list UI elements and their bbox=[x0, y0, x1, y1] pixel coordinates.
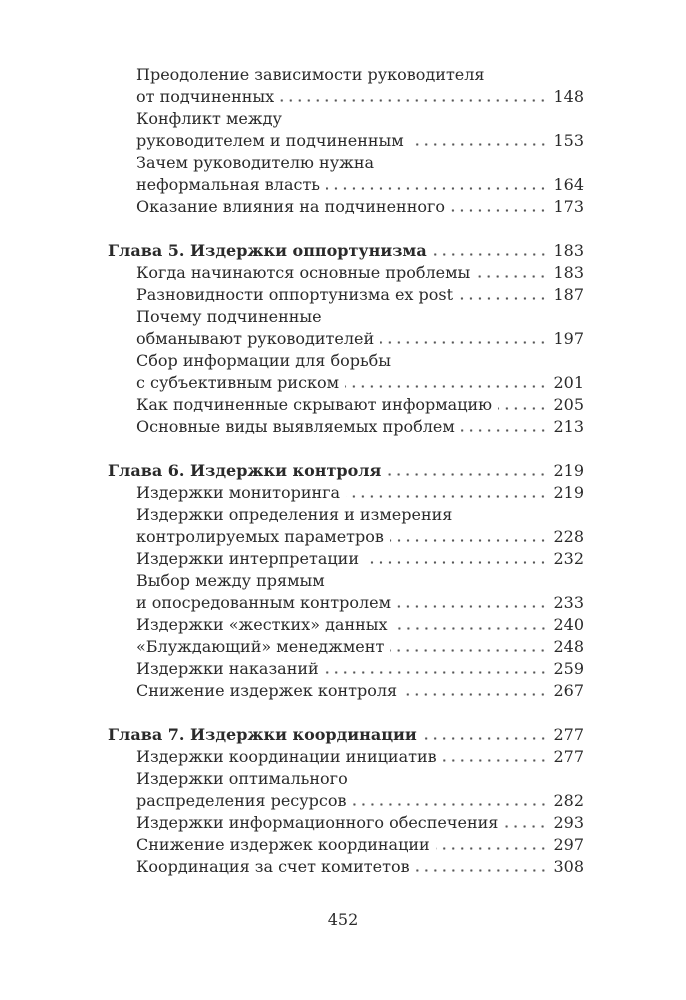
toc-entry[interactable] bbox=[108, 262, 584, 284]
toc-entry-line bbox=[108, 64, 584, 86]
toc-entry[interactable] bbox=[108, 614, 584, 636]
toc-entry-title: руководителем и подчиненным bbox=[136, 131, 404, 150]
toc-entry-title: Координация за счет комитетов bbox=[136, 857, 410, 876]
toc-entry-line bbox=[108, 658, 584, 680]
toc-entry-line bbox=[108, 350, 584, 372]
toc-page-number: 183 bbox=[553, 241, 584, 260]
toc-page-number: 297 bbox=[553, 835, 584, 854]
toc-entry[interactable] bbox=[108, 856, 584, 878]
toc-entry[interactable] bbox=[108, 658, 584, 680]
toc-entry-line bbox=[108, 548, 584, 570]
toc-entry-title: Издержки мониторинга bbox=[136, 483, 341, 502]
toc-entry-title: Издержки наказаний bbox=[136, 659, 319, 678]
toc-entry-title: Издержки оптимального bbox=[136, 769, 348, 788]
leader-dots bbox=[461, 429, 548, 432]
leader-dots bbox=[410, 143, 548, 146]
leader-dots bbox=[380, 341, 547, 344]
toc-page-number: 232 bbox=[553, 549, 584, 568]
toc-entry[interactable] bbox=[108, 108, 584, 152]
toc-entry-title: Конфликт между bbox=[136, 109, 282, 128]
leader-dots bbox=[390, 539, 548, 542]
toc-page-number: 148 bbox=[553, 87, 584, 106]
toc-entry[interactable] bbox=[108, 548, 584, 570]
leader-dots bbox=[345, 385, 547, 388]
toc-entry-title: от подчиненных bbox=[136, 87, 275, 106]
toc-entry[interactable] bbox=[108, 196, 584, 218]
toc-entry-title: Издержки интерпретации bbox=[136, 549, 359, 568]
toc-page-number: 228 bbox=[553, 527, 584, 546]
toc-entry-line bbox=[108, 108, 584, 130]
table-of-contents bbox=[108, 64, 584, 878]
toc-entry[interactable] bbox=[108, 284, 584, 306]
toc-page-number: 293 bbox=[553, 813, 584, 832]
chapter-heading[interactable] bbox=[108, 724, 584, 746]
toc-entry[interactable] bbox=[108, 306, 584, 350]
toc-entry-line bbox=[108, 812, 584, 834]
leader-dots bbox=[459, 297, 547, 300]
toc-entry-title: контролируемых параметров bbox=[136, 527, 384, 546]
toc-entry-title: Издержки определения и измерения bbox=[136, 505, 453, 524]
chapter-heading[interactable] bbox=[108, 240, 584, 262]
toc-entry-title: и опосредованным контролем bbox=[136, 593, 392, 612]
toc-entry[interactable] bbox=[108, 416, 584, 438]
toc-entry-line bbox=[108, 152, 584, 174]
toc-entry-line bbox=[108, 284, 584, 306]
toc-entry-title: Почему подчиненные bbox=[136, 307, 322, 326]
toc-entry-line bbox=[108, 416, 584, 438]
toc-entry-line bbox=[108, 680, 584, 702]
toc-page-number: 267 bbox=[553, 681, 584, 700]
leader-dots bbox=[390, 649, 547, 652]
section-gap bbox=[108, 702, 584, 724]
leader-dots bbox=[416, 869, 548, 872]
leader-dots bbox=[443, 759, 548, 762]
toc-entry-title: неформальная власть bbox=[136, 175, 321, 194]
leader-dots bbox=[346, 495, 547, 498]
chapter-title: Глава 7. Издержки координации bbox=[108, 725, 417, 744]
toc-page-number: 201 bbox=[553, 373, 584, 392]
leader-dots bbox=[403, 693, 547, 696]
toc-entry[interactable] bbox=[108, 636, 584, 658]
toc-entry-title: Выбор между прямым bbox=[136, 571, 325, 590]
toc-entry-line bbox=[108, 174, 584, 196]
toc-entry-line bbox=[108, 614, 584, 636]
toc-entry-line bbox=[108, 570, 584, 592]
toc-entry[interactable] bbox=[108, 768, 584, 812]
toc-entry-title: Издержки информационного обеспечения bbox=[136, 813, 499, 832]
toc-page-number: 259 bbox=[553, 659, 584, 678]
chapter-title: Глава 6. Издержки контроля bbox=[108, 461, 382, 480]
toc-entry-title: Оказание влияния на подчиненного bbox=[136, 197, 446, 216]
toc-entry-line bbox=[108, 130, 584, 152]
toc-entry-title: Зачем руководителю нужна bbox=[136, 153, 375, 172]
toc-entry-line bbox=[108, 856, 584, 878]
section-gap bbox=[108, 218, 584, 240]
toc-entry-title: Издержки «жестких» данных bbox=[136, 615, 388, 634]
toc-entry-title: Как подчиненные скрывают информацию bbox=[136, 395, 493, 414]
toc-entry[interactable] bbox=[108, 394, 584, 416]
toc-entry[interactable] bbox=[108, 504, 584, 548]
leader-dots bbox=[325, 671, 548, 674]
page-number: 452 bbox=[327, 910, 359, 929]
toc-entry[interactable] bbox=[108, 64, 584, 108]
leader-dots bbox=[326, 187, 547, 190]
toc-entry-line bbox=[108, 504, 584, 526]
leader-dots bbox=[423, 737, 548, 740]
leader-dots bbox=[476, 275, 547, 278]
toc-entry[interactable] bbox=[108, 834, 584, 856]
toc-entry-line bbox=[108, 482, 584, 504]
toc-page-number: 187 bbox=[553, 285, 584, 304]
toc-entry-title: Когда начинаются основные проблемы bbox=[136, 263, 471, 282]
toc-entry-line bbox=[108, 306, 584, 328]
toc-entry-title: Издержки координации инициатив bbox=[136, 747, 437, 766]
chapter-heading[interactable] bbox=[108, 460, 584, 482]
leader-dots bbox=[397, 605, 547, 608]
toc-entry-title: Разновидности оппортунизма ex post bbox=[136, 285, 454, 304]
toc-page-number: 164 bbox=[553, 175, 584, 194]
toc-page-number: 308 bbox=[553, 857, 584, 876]
toc-page-number: 277 bbox=[553, 725, 584, 744]
toc-entry[interactable] bbox=[108, 680, 584, 702]
toc-entry-line bbox=[108, 394, 584, 416]
toc-entry-line bbox=[108, 746, 584, 768]
toc-page-number: 219 bbox=[553, 461, 584, 480]
toc-page-number: 282 bbox=[553, 791, 584, 810]
toc-entry[interactable] bbox=[108, 812, 584, 834]
toc-entry[interactable] bbox=[108, 482, 584, 504]
toc-entry[interactable] bbox=[108, 350, 584, 394]
leader-dots bbox=[451, 209, 547, 212]
leader-dots bbox=[365, 561, 547, 564]
toc-entry-title: Сбор информации для борьбы bbox=[136, 351, 392, 370]
section-gap bbox=[108, 438, 584, 460]
toc-entry-title: Снижение издержек контроля bbox=[136, 681, 398, 700]
toc-entry-title: Преодоление зависимости руководителя bbox=[136, 65, 485, 84]
toc-page-number: 240 bbox=[553, 615, 584, 634]
toc-page-number: 205 bbox=[553, 395, 584, 414]
toc-entry-line bbox=[108, 592, 584, 614]
leader-dots bbox=[498, 407, 547, 410]
toc-entry[interactable] bbox=[108, 152, 584, 196]
toc-page-number: 233 bbox=[553, 593, 584, 612]
leader-dots bbox=[504, 825, 547, 828]
toc-entry-line bbox=[108, 768, 584, 790]
leader-dots bbox=[353, 803, 548, 806]
chapter-title: Глава 5. Издержки оппортунизма bbox=[108, 241, 427, 260]
toc-entry[interactable] bbox=[108, 570, 584, 614]
leader-dots bbox=[387, 473, 547, 476]
leader-dots bbox=[433, 253, 548, 256]
leader-dots bbox=[394, 627, 548, 630]
toc-page-number: 248 bbox=[553, 637, 584, 656]
toc-entry-line bbox=[108, 328, 584, 350]
toc-page-number: 173 bbox=[553, 197, 584, 216]
toc-entry-title: Основные виды выявляемых проблем bbox=[136, 417, 455, 436]
toc-entry-title: с субъективным риском bbox=[136, 373, 340, 392]
toc-page-number: 197 bbox=[553, 329, 584, 348]
toc-entry-title: «Блуждающий» менеджмент bbox=[136, 637, 385, 656]
toc-entry-line bbox=[108, 790, 584, 812]
toc-page-number: 219 bbox=[553, 483, 584, 502]
toc-entry-line bbox=[108, 86, 584, 108]
toc-entry-title: распределения ресурсов bbox=[136, 791, 347, 810]
toc-entry-title: обманывают руководителей bbox=[136, 329, 375, 348]
toc-entry-line bbox=[108, 526, 584, 548]
toc-page-number: 153 bbox=[553, 131, 584, 150]
toc-page-number: 277 bbox=[553, 747, 584, 766]
toc-page-number: 183 bbox=[553, 263, 584, 282]
toc-entry-line bbox=[108, 372, 584, 394]
toc-entry-line bbox=[108, 834, 584, 856]
toc-entry-title: Снижение издержек координации bbox=[136, 835, 430, 854]
toc-entry[interactable] bbox=[108, 746, 584, 768]
leader-dots bbox=[436, 847, 548, 850]
toc-entry-line bbox=[108, 262, 584, 284]
leader-dots bbox=[280, 99, 547, 102]
toc-page-number: 213 bbox=[553, 417, 584, 436]
toc-entry-line bbox=[108, 196, 584, 218]
toc-entry-line bbox=[108, 636, 584, 658]
